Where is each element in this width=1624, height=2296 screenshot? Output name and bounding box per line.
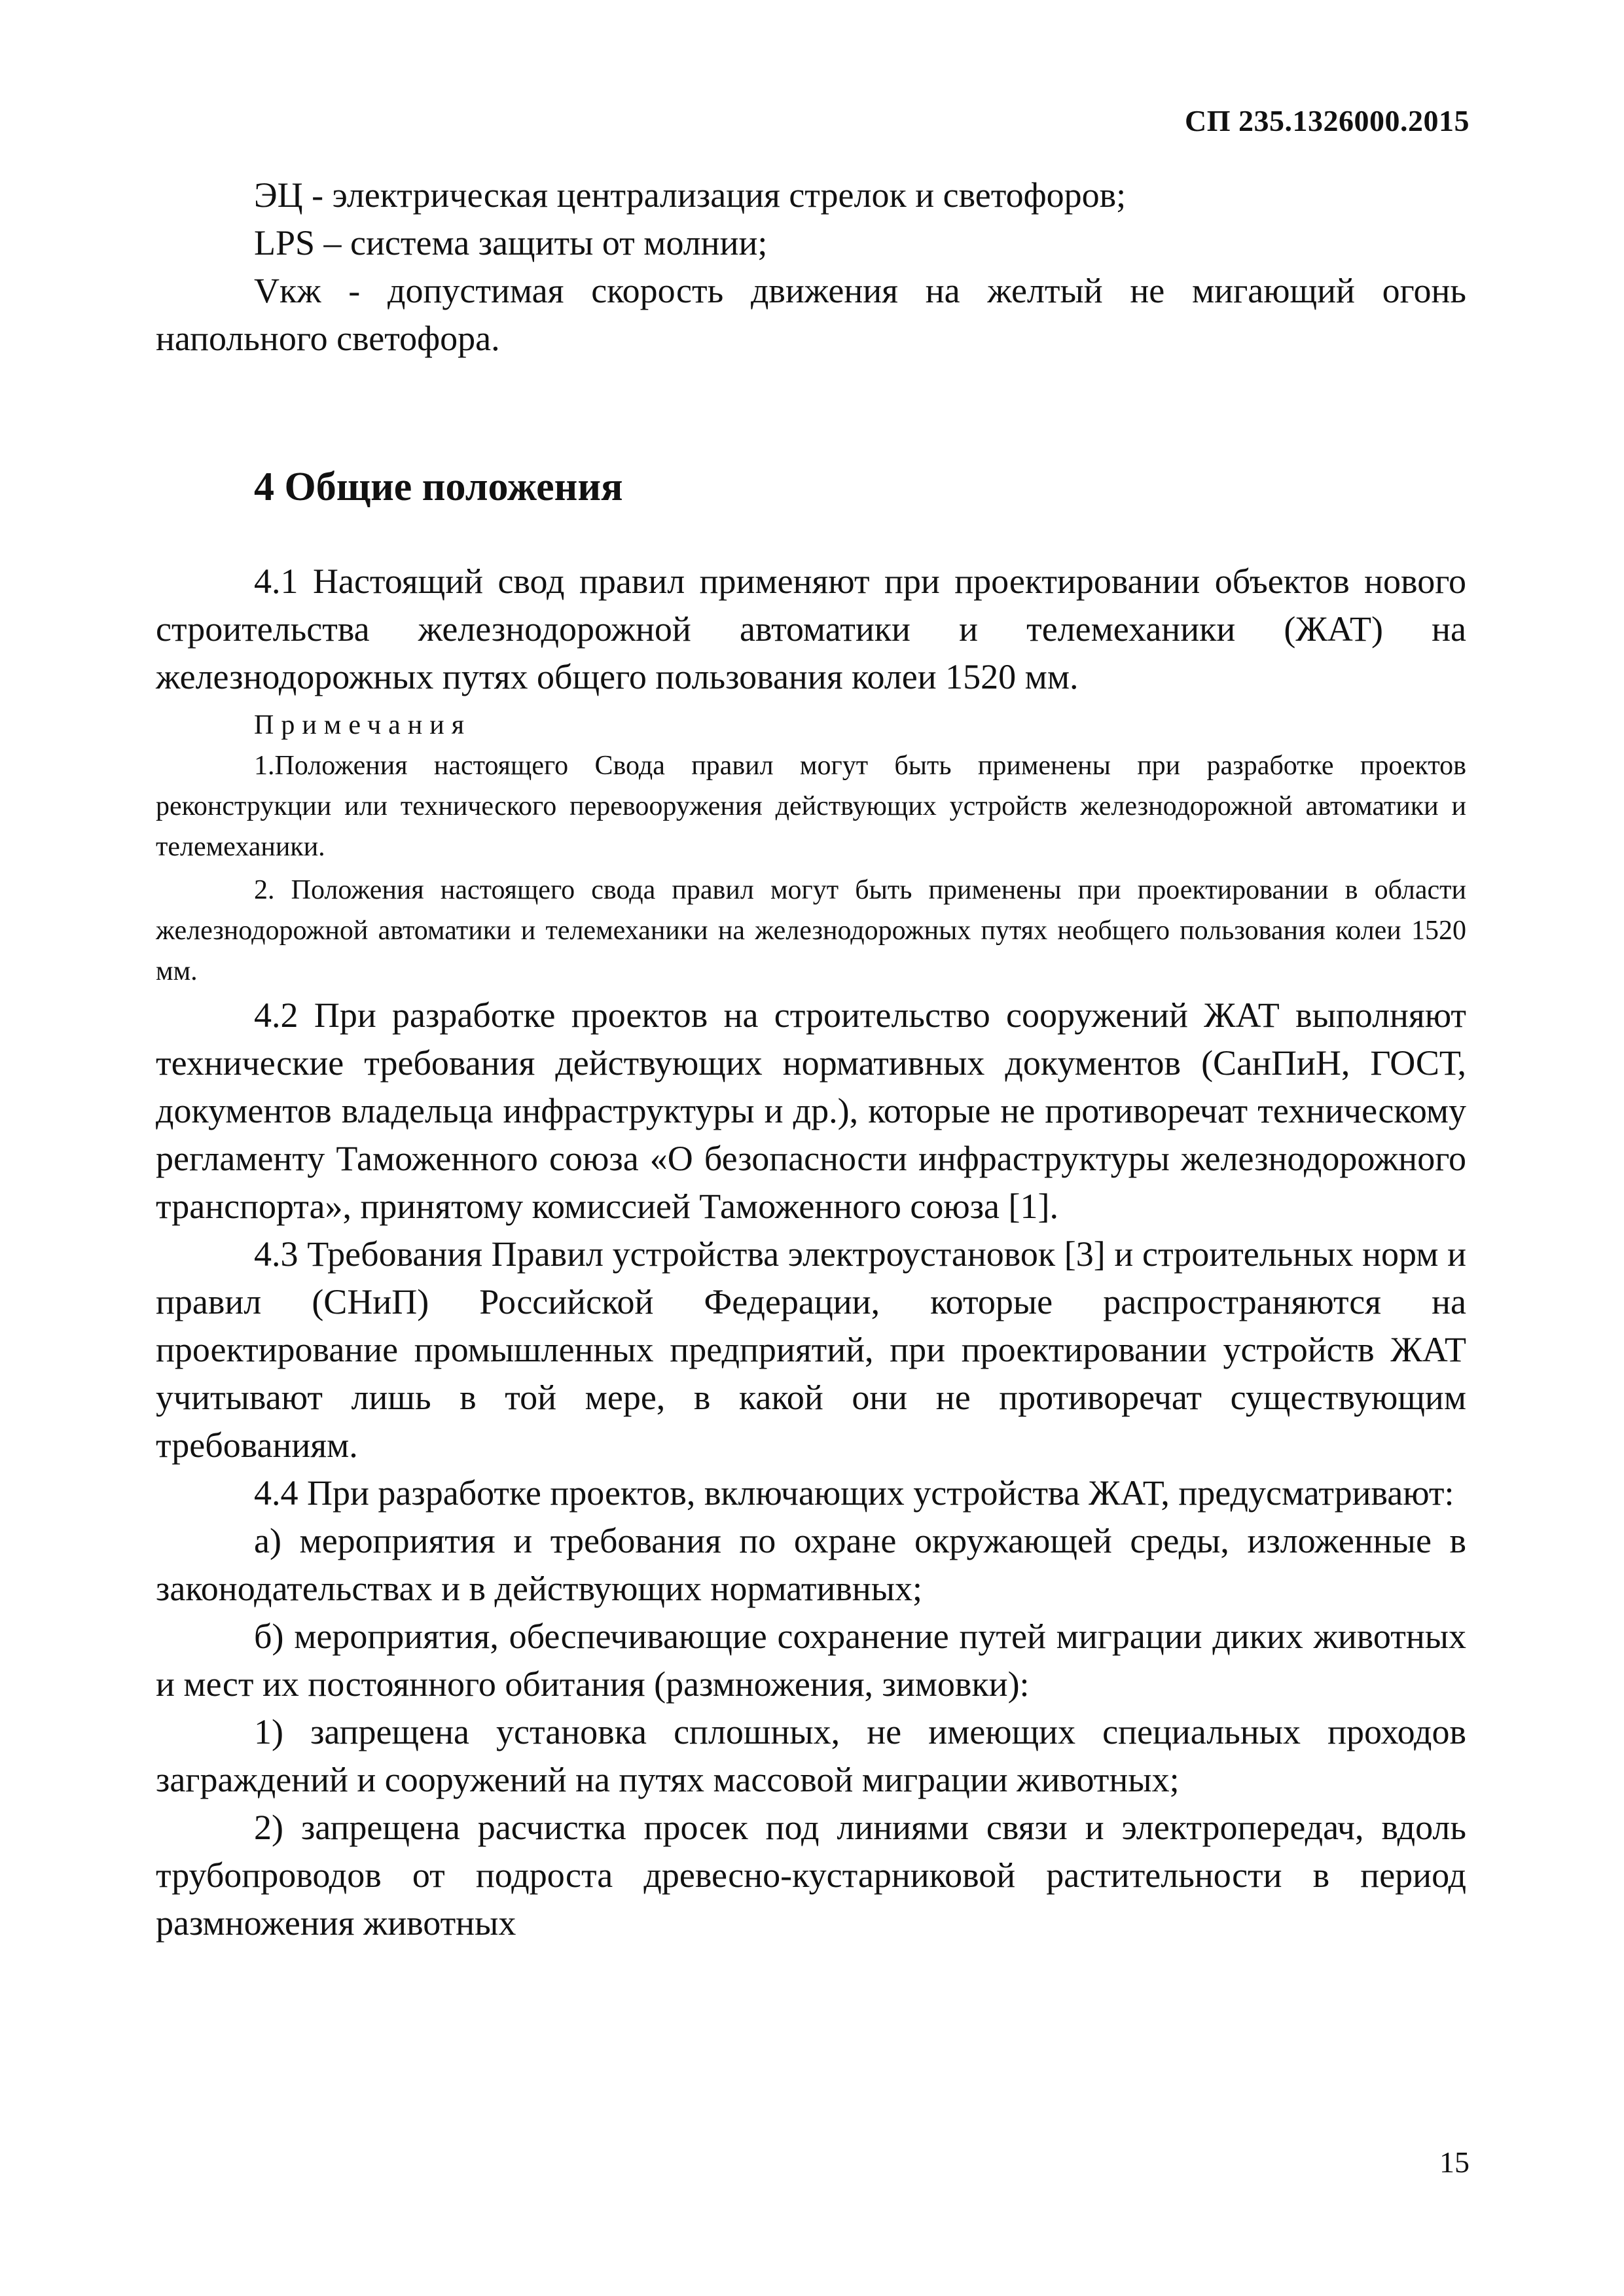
note-1: 1.Положения настоящего Свода правил могут быть применены при разработке проектов реконструкции или технического перевооружения действующих устройств железнодорожной автоматики и телемеханики. [156,751,1466,862]
page-number: 15 [1439,2145,1470,2179]
note-2: 2. Положения настоящего свода правил могут быть применены при проектировании в области железнодорожной автоматики и телемеханики на железнодорожных путях необщего пользования колеи 1520 мм. [156,875,1466,986]
abbreviation-lps: LPS – система защиты от молнии; [254,223,768,262]
section-heading: 4 Общие положения [254,465,623,509]
list-item-2: 2) запрещена расчистка просек под линиями связи и электропередач, вдоль трубопроводов от подроста древесно-кустарниковой растительности в период размножения животных [156,1808,1466,1943]
paragraph-4-2: 4.2 При разработке проектов на строительство сооружений ЖАТ выполняют технические требования действующих нормативных документов (СанПиН, ГОСТ, документов владельца инфраструктуры и др.), которые не противоречат техническому регламенту Таможенного союза «О безопасности инфраструктуры железнодорожного транспорта», принятому комиссией Таможенного союза [1]. [156,996,1466,1226]
paragraph-4-4: 4.4 При разработке проектов, включающих устройства ЖАТ, предусматривают: [254,1473,1454,1513]
paragraph-4-1: 4.1 Настоящий свод правил применяют при проектировании объектов нового строительства железнодорожной автоматики и телемеханики (ЖАТ) на железнодорожных путях общего пользования колеи 1520 мм. [156,562,1466,696]
list-item-a: а) мероприятия и требования по охране окружающей среды, изложенные в законодательствах и в действующих нормативных; [156,1521,1466,1608]
paragraph-4-3: 4.3 Требования Правил устройства электроустановок [3] и строительных норм и правил (СНиП) Российской Федерации, которые распространяются на проектирование промышленных предприятий, при проектировании устройств ЖАТ учитывают лишь в той мере, в какой они не противоречат существующим требованиям. [156,1234,1466,1465]
page-content [156,171,1466,1947]
document-code: СП 235.1326000.2015 [1185,104,1470,137]
notes-title: Примечания [254,710,472,740]
list-item-1: 1) запрещена установка сплошных, не имеющих специальных проходов заграждений и сооружений на путях массовой миграции животных; [156,1712,1466,1799]
abbreviation-vkzh: Vкж - допустимая скорость движения на желтый не мигающий огонь напольного светофора. [156,271,1466,358]
abbreviation-ets: ЭЦ - электрическая централизация стрелок и светофоров; [254,175,1127,215]
list-item-b: б) мероприятия, обеспечивающие сохранение путей миграции диких животных и мест их постоянного обитания (размножения, зимовки): [156,1617,1466,1704]
